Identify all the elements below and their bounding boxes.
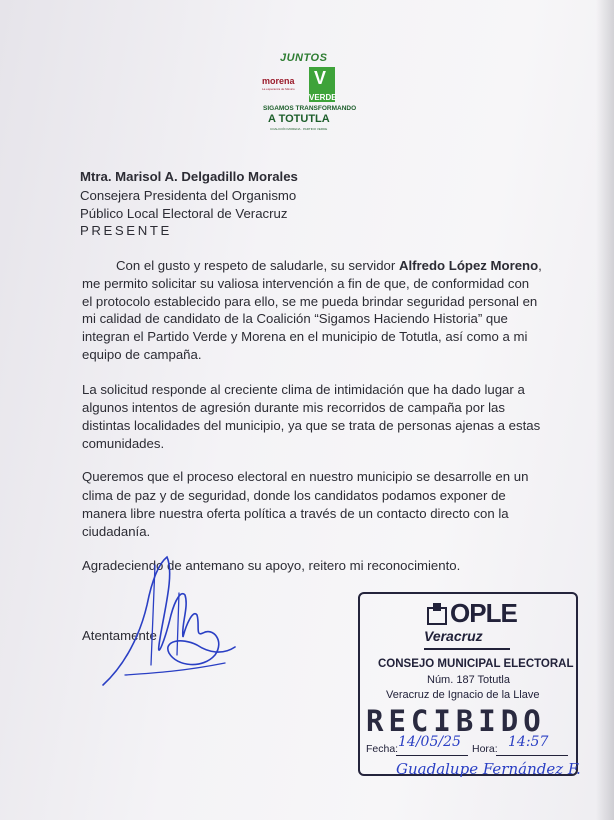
stamp-received: RECIBIDO [366,704,546,738]
p1-line-5: integran el Partido Verde y Morena en el municipio de Totutla, así como a mi [82,329,528,344]
stamp-divider [424,648,510,650]
candidate-name: Alfredo López Moreno [398,258,539,273]
p1-line-1 [116,256,542,275]
recipient-title-2: Público Local Electoral de Veracruz [80,206,288,221]
logo-verde-mark [309,67,335,93]
ople-box-icon [426,602,448,626]
p1-line-4: mi calidad de candidato de la Coalición “Sigamos Haciendo Historia” que [82,311,508,326]
stamp-org: OPLE [450,598,517,628]
stamp-hora-value: 14:57 [508,734,549,750]
p2-line-3: distintas localidades del municipio, ya que se trata de personas ajenas a estas [82,418,541,433]
received-stamp [358,592,578,776]
stamp-council: CONSEJO MUNICIPAL ELECTORAL [378,658,574,670]
logo-coalition: COALICIÓN MORENA · PARTIDO VERDE [270,127,328,131]
p1-line-2: me permito solicitar su valiosa intervención a fin de que, de conformidad con [82,276,530,291]
stamp-fecha-label: Fecha: [366,743,399,755]
p1-line-3: el protocolo establecido para ello, se me pueda brindar seguridad personal en [82,294,538,309]
receiver-signature: Guadalupe Fernández F. [396,760,581,778]
stamp-hora-label: Hora: [472,743,498,755]
stamp-state: Veracruz [424,628,483,644]
p1-line-6: equipo de campaña. [82,347,202,362]
verde-v-icon: V [314,68,327,88]
p3-line-2: clima de paz y de seguridad, donde los candidatos podamos exponer de [82,488,506,503]
p3-line-3: manera libre nuestra oferta política a través de un contacto directo con la [82,506,509,521]
p2-line-4: comunidades. [82,436,165,451]
hora-underline [496,755,568,756]
stamp-place: Veracruz de Ignacio de la Llave [386,689,540,701]
signature-icon [85,545,245,700]
logo-morena-sub: La esperanza de México [262,87,295,91]
stamp-number: Núm. 187 Totutla [427,674,510,686]
p3-line-4: ciudadanía. [82,524,151,539]
recipient-name: Mtra. Marisol A. Delgadillo Morales [80,169,298,184]
p2-line-1: La solicitud responde al creciente clima de intimidación que ha dado lugar a [82,382,525,397]
coalition-logo [258,52,357,132]
stamp-fecha-value: 14/05/25 [398,734,461,750]
p3-line-1: Queremos que el proceso electoral en nuestro municipio se desarrolle en un [82,469,529,484]
logo-juntos: JUNTOS [280,52,328,64]
recipient-title-1: Consejera Presidenta del Organismo [80,188,297,203]
logo-morena: morena [262,76,295,86]
recipient-presente: PRESENTE [80,223,172,238]
logo-verde: VERDE [309,93,337,102]
logo-slogan: SIGAMOS TRANSFORMANDO [263,105,357,112]
logo-town: A TOTUTLA [268,113,330,125]
p2-line-2: algunos intentos de agresión durante mis recorridos de campaña por las [82,400,505,415]
signoff: Atentamente [82,628,157,643]
p1-intro: Con el gusto y respeto de saludarle, su servidor [116,258,399,273]
fecha-underline [396,755,468,756]
closing-line: Agradeciendo de antemano su apoyo, reitero mi reconocimiento. [82,558,461,573]
p1-comma: , [538,258,542,273]
